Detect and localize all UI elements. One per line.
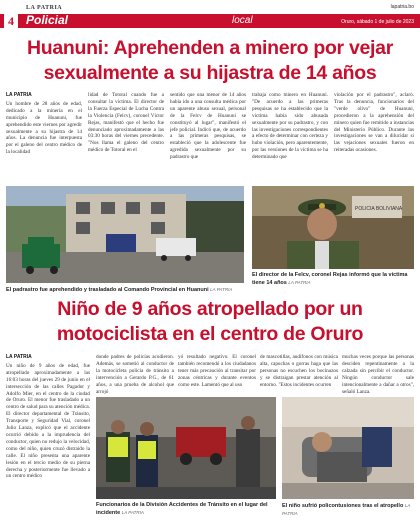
- story2-col1: [6, 354, 90, 522]
- story1-caption-right-credit: LA PATRIA: [288, 280, 311, 285]
- story2-photo-child: [282, 397, 414, 499]
- story1-photo-police-building: [6, 186, 244, 283]
- story2-col1-text: Un niño de 9 años de edad, fue atropellado aproximadamente a las 16:03 horas del jueves 29 de junio en el intersección de las calles Pagador y Adolfo Mier, en el centro de la ciudad de Oruro. El menor fue trasladado a un centro de salud para su atención médica. El director departamental de Tránsito, Transporte y Seguridad Vial, coronel Julio Lanza, explicó que el accidente ocurrió debido a la imprudencia del conductor, quien no redujo la velocidad, como del niño, quien cruzó distraído la calle. El niño presenta una aparente lesión en el tercio medio de su pierna derecha y posteriormente fue llevado a un centro médico: [6, 362, 90, 480]
- story1-photo-officer: [252, 186, 414, 269]
- story2-caption-left: [96, 502, 276, 517]
- story1-caption-right: [252, 272, 414, 287]
- story1-col2: lidad de Totoral cuando fue a consultar la víctima. El director de la Fuerza Especial de Lucha Contra la Violencia (Felcv), coronel Víctor Rejas, manifestó que el hecho fue denunciado aproximadamente a las 03:30 horas del viernes precedente. "Nos llama el galeno del centro médico de Totoral en el: [88, 92, 164, 154]
- header-info: [341, 4, 414, 26]
- officer-image: [252, 186, 414, 269]
- story1-col1: [6, 92, 82, 182]
- story2-col5: muchas veces porque las personas desciden repentinamente a la calzada sin percibir el conductor. Ningún conductor sale intencionalmente a dañar a otros", señaló Lanza.: [342, 354, 414, 394]
- story2-headline: Niño de 9 años atropellado por un motociclista en el centro de Oruro: [56, 298, 364, 345]
- story2-col2: donde padres de policías acudieron. Además, se sometió al conductor de la motocicleta policía de tránsito a intervención a Gerardo P.G., de 61 años, a una prueba de alcohol que arrojó: [96, 354, 174, 394]
- story2-byline: LA PATRIA: [6, 354, 32, 360]
- story2-col4: de mascotillas, audífonos con música alta, capuchas o gorras haga que las personas no escuchen los bocinazos y se distraigan prestar atención al entorno. "Estos incidentes ocurren: [260, 354, 338, 388]
- injured-child-image: [282, 397, 414, 499]
- story2-col3: yó resultado negativo. El coronel también recomendó a los ciudadanos tener más precaución al transitar por zonas céntricas y durante eventos como este. Lamentó que al uso: [178, 354, 256, 388]
- sign-text: POLICIA BOLIVIANA: [355, 206, 403, 212]
- story2-caption-right-text: El niño sufrió policontusiones tras el atropello: [282, 503, 404, 509]
- story1-caption-left-credit: LA PATRIA: [210, 287, 233, 292]
- page-header: [0, 0, 420, 30]
- brand-top: LA PATRIA: [26, 5, 63, 11]
- section-brand: Policial: [26, 13, 69, 27]
- story2-photo-officers: [96, 397, 276, 499]
- section-label: local: [232, 15, 253, 26]
- police-building-image: [6, 186, 244, 283]
- story1-col3: sentido que una menor de 14 años había ido a una consulta médica por un aparente abuso sexual, personal de la Felcv de Huanuni se constituyó al lugar", manifestó el jefe policial. Indicó que, de acuerdo a las primeras pesquisas, se estableció que la adolescente fue agredida sexualmente por su padrastro que: [170, 92, 246, 161]
- story1-caption-right-text: El director de la Felcv, coronel Rejas informó que la víctima tiene 14 años: [252, 272, 408, 286]
- story2-caption-right: [282, 502, 414, 518]
- page-number: 4: [4, 14, 18, 28]
- story1-caption-left-text: El padrastro fue aprehendido y trasladado al Comando Provincial en Huanuni: [6, 287, 209, 293]
- story1-col4: trabaja como minero en Huanuni. "De acuerdo a las primeras pesquisas se ha establecido que la víctima había sido abusada sexualmente por su padrastro, y con las investigaciones correspondientes a efecto de determinar con certeza y hubo violación, pero aparentemente, por las versiones de la víctima se ha determinado que: [252, 92, 328, 161]
- story1-caption-left: [6, 286, 246, 294]
- header-date: Oruro, sábado 1 de julio de 2023: [341, 19, 414, 25]
- story1-col1-text: Un hombre de 28 años de edad, dedicado a la minería en el municipio de Huanuni, fue aprehendido este viernes por agredir sexualmente a su hijastra de 14 años. La denuncia fue interpuesta por el galeno del centro médico de la localidad: [6, 100, 82, 156]
- story2-caption-left-text: Funcionarios de la División Accidentes de Tránsito en el lugar del incidente: [96, 502, 268, 516]
- header-site: lapatria.bo: [390, 4, 414, 10]
- story2-caption-right-credit: LA PATRIA: [282, 503, 411, 516]
- story1-col5: violación por el padrastro", aclaró. Tras la denuncia, funcionarios del "verde olivo" de Huanuni, procedieron a la aprehensión del minero quien fue remitido a instancias del Ministerio Público. Durante las investigaciones se van a dilucidar si las vejaciones sexuales fueron en reiteradas ocasiones.: [334, 92, 414, 154]
- story2-caption-left-credit: LA PATRIA: [121, 510, 144, 515]
- story1-byline: LA PATRIA: [6, 92, 32, 98]
- transit-officers-image: [96, 397, 276, 499]
- story1-headline: Huanuni: Aprehenden a minero por vejar sexualmente a su hijastra de 14 años: [26, 37, 394, 84]
